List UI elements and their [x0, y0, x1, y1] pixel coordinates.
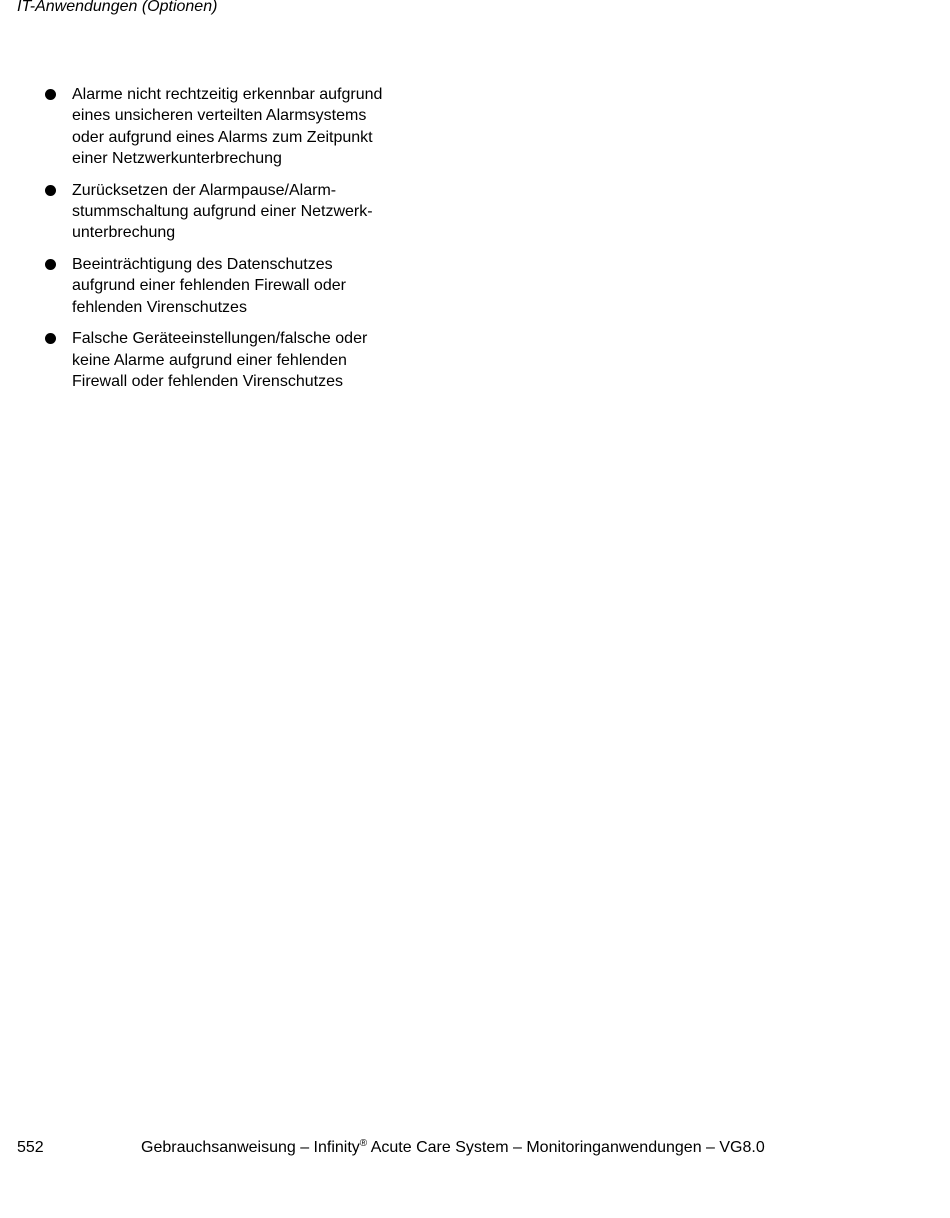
bullet-icon [45, 89, 56, 100]
page-number: 552 [17, 1139, 44, 1156]
list-item-text: Beeinträchtigung des Datenschutzes aufgrund einer fehlenden Firewall oder fehlenden Virenschutzes [72, 256, 346, 316]
bullet-icon [45, 185, 56, 196]
document-title-prefix: Gebrauchsanweisung – Infinity [141, 1139, 360, 1156]
list-item-text: Falsche Geräteeinstellungen/falsche oder keine Alarme aufgrund einer fehlenden Firewall oder fehlenden Virenschutzes [72, 330, 368, 391]
registered-trademark-mark: ® [359, 1138, 368, 1149]
list-item [44, 254, 424, 318]
bullet-icon [45, 333, 56, 344]
document-title [141, 1138, 765, 1158]
list-item [44, 328, 424, 392]
risk-list [44, 84, 424, 403]
list-item-text: Alarme nicht rechtzeitig erkennbar aufgrund eines unsicheren verteilten Alarmsystems oder aufgrund eines Alarms zum Zeitpunkt einer Netzwerkunterbrechung [72, 86, 383, 167]
bullet-icon [45, 259, 56, 270]
running-header: IT-Anwendungen (Optionen) [17, 0, 218, 15]
list-item-text: Zurücksetzen der Alarmpause/Alarm- stummschaltung aufgrund einer Netzwerk- unterbrechung [72, 181, 373, 242]
list-item [44, 84, 424, 169]
document-title-suffix: Acute Care System – Monitoringanwendungen – VG8.0 [367, 1139, 765, 1156]
list-item [44, 180, 424, 244]
